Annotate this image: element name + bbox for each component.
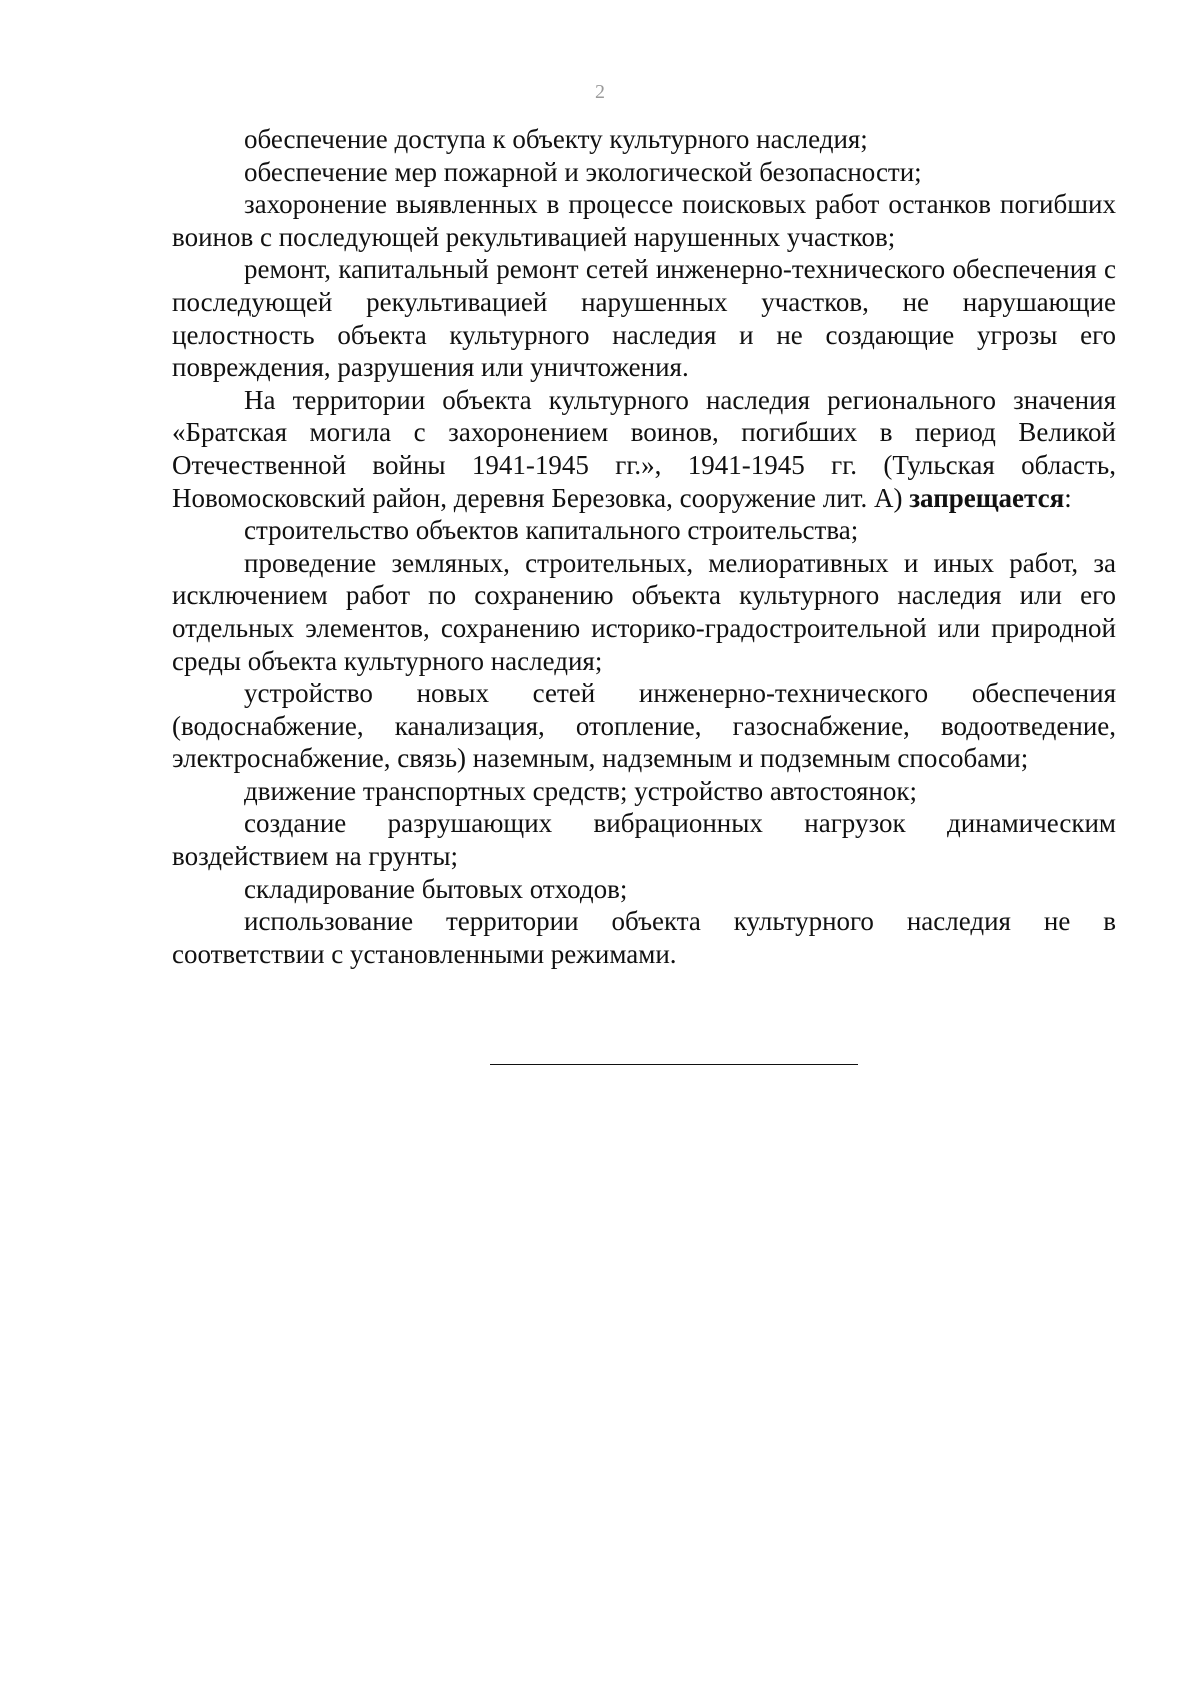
- page-number: 2: [595, 81, 605, 103]
- paragraph: захоронение выявленных в процессе поисковых работ останков погибших воинов с последующей рекультивацией нарушенных участков;: [172, 189, 1116, 252]
- paragraph: обеспечение доступа к объекту культурного наследия;: [244, 124, 868, 154]
- prohibited-item: использование территории объекта культурного наследия не в соответствии с установленными режимами.: [172, 906, 1116, 969]
- prohibition-paragraph: [172, 384, 1116, 514]
- prohibited-item: движение транспортных средств; устройство автостоянок;: [244, 775, 917, 806]
- prohibition-keyword: запрещается: [909, 482, 1065, 513]
- prohibition-colon: :: [1064, 482, 1072, 513]
- prohibited-item: складирование бытовых отходов;: [244, 873, 628, 904]
- paragraph: обеспечение мер пожарной и экологической безопасности;: [244, 156, 922, 187]
- prohibited-item: проведение земляных, строительных, мелиоративных и иных работ, за исключением работ по сохранению объекта культурного наследия или его отдельных элементов, сохранению историко-градостроительной или природной среды объекта культурного наследия;: [172, 547, 1116, 676]
- prohibited-item: устройство новых сетей инженерно-технического обеспечения (водоснабжение, канализация, отопление, газоснабжение, водоотведение, электроснабжение, связь) наземным, надземным и подземным способами;: [172, 678, 1116, 774]
- closing-divider-line: [490, 1064, 858, 1065]
- prohibited-item: строительство объектов капитального строительства;: [244, 515, 859, 546]
- paragraph: ремонт, капитальный ремонт сетей инженерно-технического обеспечения с последующей рекультивацией нарушенных участков, не нарушающие целостность объекта культурного наследия и не создающие угрозы его повреждения, разрушения или уничтожения.: [172, 254, 1116, 383]
- prohibited-item: создание разрушающих вибрационных нагрузок динамическим воздействием на грунты;: [172, 808, 1116, 872]
- document-body: [172, 123, 1116, 970]
- prohibition-intro: На территории объекта культурного наследия регионального значения «Братская могила с захоронением воинов, погибших в период Великой Отечественной войны 1941-1945 гг.», 1941-1945 гг. (Тульская область, Новомосковский район, деревня Березовка, сооружение лит. А): [172, 384, 1116, 513]
